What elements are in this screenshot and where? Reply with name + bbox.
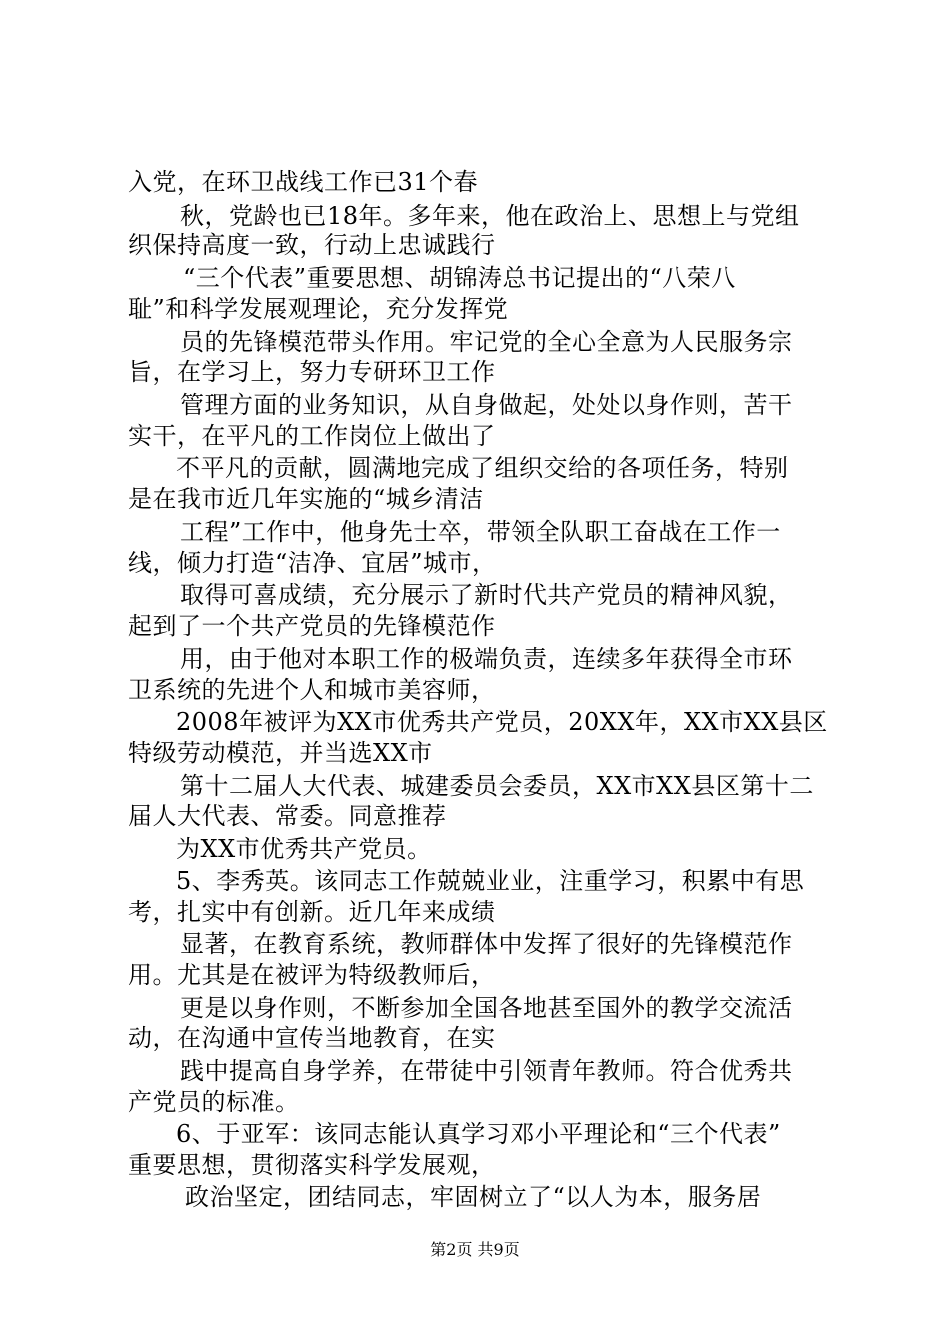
- text-line: 线，倾力打造“洁净、宜居”城市，: [128, 548, 497, 577]
- text-line: 是在我市近几年实施的“城乡清洁: [128, 485, 484, 514]
- text-line: 考，扎实中有创新。近几年来成绩: [128, 897, 496, 926]
- text-line: 5、李秀英。该同志工作兢兢业业，注重学习，积累中有思: [176, 866, 805, 895]
- text-line: 耻”和科学发展观理论，充分发挥党: [128, 294, 509, 323]
- text-line: 更是以身作则，不断参加全国各地甚至国外的教学交流活: [180, 993, 793, 1022]
- text-line: 显著，在教育系统，教师群体中发挥了很好的先锋模范作: [180, 930, 793, 959]
- text-line: 员的先锋模范带头作用。牢记党的全心全意为人民服务宗: [180, 327, 793, 356]
- text-line: 旨，在学习上，努力专研环卫工作: [128, 358, 496, 387]
- text-line: 入党，在环卫战线工作已31个春: [128, 168, 479, 196]
- text-line: 为XX市优秀共产党员。: [176, 835, 432, 864]
- text-line: 6、于亚军：该同志能认真学习邓小平理论和“三个代表”: [176, 1120, 781, 1149]
- text-line: 重要思想，贯彻落实科学发展观，: [128, 1151, 496, 1180]
- text-line: 起到了一个共产党员的先锋模范作: [128, 612, 496, 641]
- text-line: 动，在沟通中宣传当地教育，在实: [128, 1024, 496, 1053]
- text-line: 用，由于他对本职工作的极端负责，连续多年获得全市环: [180, 644, 793, 673]
- text-line: 实干，在平凡的工作岗位上做出了: [128, 421, 496, 450]
- text-line: 特级劳动模范，并当选XX市: [128, 738, 433, 767]
- page-footer: 第2页 共9页: [430, 1240, 520, 1259]
- text-line: 2008年被评为XX市优秀共产党员，20XX年，XX市XX县区: [176, 708, 828, 737]
- text-line: 第十二届人大代表、城建委员会委员，XX市XX县区第十二: [180, 771, 814, 800]
- text-line: 秋，党龄也已18年。多年来，他在政治上、思想上与党组: [180, 201, 800, 230]
- text-line: 取得可喜成绩，充分展示了新时代共产党员的精神风貌，: [180, 581, 793, 610]
- text-line: 管理方面的业务知识，从自身做起，处处以身作则，苦干: [180, 390, 793, 419]
- text-line: 工程”工作中，他身先士卒，带领全队职工奋战在工作一: [180, 517, 781, 546]
- text-line: 政治坚定，团结同志，牢固树立了“以人为本，服务居: [185, 1183, 762, 1211]
- text-line: 践中提高自身学养，在带徒中引领青年教师。符合优秀共: [180, 1057, 793, 1086]
- text-line: 织保持高度一致，行动上忠诚践行: [128, 231, 496, 260]
- text-line: 卫系统的先进个人和城市美容师，: [128, 675, 496, 704]
- text-line: 产党员的标准。: [128, 1087, 300, 1116]
- text-line: “三个代表”重要思想、胡锦涛总书记提出的“八荣八: [183, 264, 736, 293]
- text-line: 届人大代表、常委。同意推荐: [128, 802, 447, 831]
- text-line: 不平凡的贡献，圆满地完成了组织交给的各项任务，特别: [176, 454, 789, 483]
- text-line: 用。尤其是在被评为特级教师后，: [128, 960, 496, 989]
